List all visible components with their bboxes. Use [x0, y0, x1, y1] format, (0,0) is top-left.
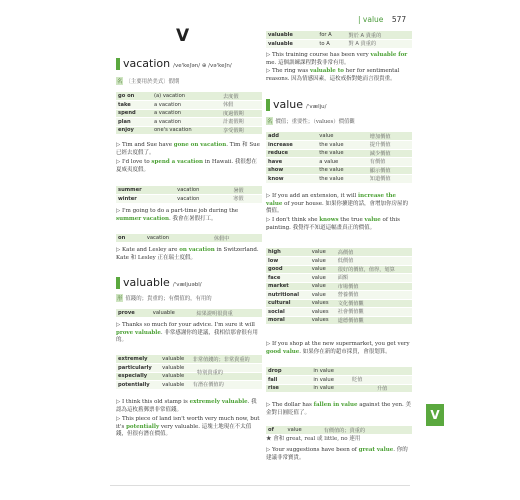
usage-note: ★ 會和 great, real 或 little, no 連用	[266, 436, 361, 442]
headword-text: valuable	[123, 276, 170, 289]
table-row: low value 低價值	[266, 257, 412, 266]
merged-cell-label: 貶值	[352, 377, 363, 383]
table-row: increase the value 提升價值	[266, 141, 412, 150]
table-row: have a value 有價值	[266, 158, 412, 167]
table-row: take a vacation 休假	[116, 101, 262, 110]
table-row: go on (a) vacation 去度假	[116, 92, 262, 101]
table-row: valuable to A 對 A 貴重的	[266, 40, 412, 49]
pos-tag: 名	[267, 119, 273, 125]
example-sentence: ▷ The ring was valuable to her for sentimental reasons. 因為情感因素，這枚戒指對她而言很貴重。	[266, 68, 400, 82]
definition-text: 價值；重要性；（values）價值觀	[275, 119, 355, 125]
pronunciation: /'vælju/	[306, 104, 327, 110]
pronunciation: /'væljuəbl/	[172, 282, 202, 288]
definition	[266, 117, 355, 125]
example-sentence: ▷ I'd love to spend a vacation in Hawaii. 我很想在夏威夷度假。	[116, 159, 257, 173]
header-divider-icon: |	[358, 15, 361, 24]
table-row: know the value 知道價值	[266, 175, 412, 184]
running-head	[358, 15, 406, 24]
collocation-table	[116, 234, 262, 243]
table-row: rise in value 升值	[266, 384, 412, 393]
definition-text: 〔主要用於美式〕假期	[125, 79, 180, 85]
table-row: show the value 顯示價值	[266, 166, 412, 175]
table-row: nutritional value 營養價值	[266, 291, 412, 300]
table-row: good value 很好的價值，值得，划算	[266, 265, 412, 274]
headword-text: value	[273, 98, 304, 111]
table-row: market value 市場價值	[266, 282, 412, 291]
table-row: plan a vacation 計畫假期	[116, 118, 262, 127]
merged-cell-label: 特別貴重的	[197, 370, 223, 376]
table-row: especially valuable	[116, 372, 262, 381]
example-sentence: ▷ I'm going to do a part-time job during the summer vacation. 我會在暑假打工。	[116, 208, 239, 222]
example-sentence: ▷ Tim and Sue have gone on vacation. Tim 和 Sue 已經去度假了。	[116, 142, 260, 156]
example-sentence: ▷ Kate and Lesley are on vacation in Switzerland. Kate 和 Lesley 正在瑞士度假。	[116, 247, 259, 261]
section-letter: V	[176, 26, 190, 46]
pos-tag: 形	[117, 296, 123, 302]
table-row: particularly valuable	[116, 364, 262, 373]
collocation-table	[116, 309, 262, 318]
headword-vacation	[116, 57, 232, 70]
table-row: potentially valuable 有潛在價值的	[116, 381, 262, 390]
table-row: spend a vacation 度過假期	[116, 109, 262, 118]
table-row: valuable for A 對於 A 貴重的	[266, 31, 412, 40]
example-sentence: ▷ The dollar has fallen in value against the yen. 美金對日圓貶值了。	[266, 402, 412, 416]
definition	[116, 77, 179, 85]
example-sentence: ▷ If you shop at the new supermarket, you get very good value. 如果你在新的超市採買，會很划算。	[266, 341, 410, 355]
page-divider	[110, 485, 410, 486]
page-number: 577	[391, 15, 407, 24]
headword-text: vacation	[123, 57, 171, 70]
table-row: fall in value	[266, 376, 412, 385]
example-sentence: ▷ This training course has been very valuable for me. 這個訓練課程對我非常有用。	[266, 52, 408, 66]
definition-text: 值錢的；貴重的；有價值的，有用的	[125, 296, 212, 302]
header-word: value	[362, 15, 384, 24]
collocation-table	[266, 367, 412, 393]
collocation-table	[266, 132, 412, 184]
collocation-table	[266, 248, 412, 325]
table-row: extremely valuable 非常值錢的；非常貴重的	[116, 355, 262, 364]
pos-tag: 名	[117, 79, 123, 85]
collocation-table	[116, 92, 262, 135]
collocation-table	[116, 186, 262, 204]
section-thumb-tab[interactable]: V	[426, 404, 444, 426]
table-row: of value 有價值的；貴重的	[266, 426, 412, 435]
headword-valuable	[116, 276, 202, 289]
table-row: moral values 道德價值觀	[266, 316, 412, 325]
table-row: reduce the value 減少價值	[266, 149, 412, 158]
headword-marker-icon	[116, 58, 120, 70]
pronunciation: /ve'keʃən/ ⊕ /və'keʃn/	[173, 63, 232, 69]
example-sentence: ▷ Thanks so much for your advice. I'm sure it will prove valuable. 非常感謝你的建議，我相信那會很有用的。	[116, 322, 258, 344]
collocation-table	[116, 355, 262, 390]
example-sentence: ▷ I think this old stamp is extremely valuable. 我認為這枚舊郵票非常值錢。	[116, 399, 257, 413]
table-row: add value 增加價值	[266, 132, 412, 141]
definition	[116, 294, 212, 302]
headword-marker-icon	[266, 99, 270, 111]
table-row: winter vacation 寒假	[116, 195, 262, 204]
table-row: summer vacation 暑假	[116, 186, 262, 195]
table-row: high value 高價值	[266, 248, 412, 257]
headword-marker-icon	[116, 277, 120, 289]
collocation-table	[266, 426, 412, 435]
example-sentence: ▷ If you add an extension, it will increase the value of your house. 如果你擴建的話，會增加你房屋的價值。	[266, 193, 409, 215]
table-row: cultural values 文化價值觀	[266, 299, 412, 308]
table-row: social values 社會價值觀	[266, 308, 412, 317]
table-row: prove valuable 結果證明很貴重	[116, 309, 262, 318]
table-row: enjoy one's vacation 享受假期	[116, 126, 262, 135]
example-sentence: ▷ I don't think she knows the true value of this painting. 我覺得不知道這幅畫真正的價值。	[266, 217, 400, 231]
headword-value	[266, 98, 326, 111]
table-row: drop in value	[266, 367, 412, 376]
example-sentence: ▷ Your suggestions have been of great value. 你的建議非常寶貴。	[266, 447, 408, 461]
table-row: face value 面額	[266, 274, 412, 283]
example-sentence: ▷ This piece of land isn't worth very much now, but it's potentially very valuable. 這塊土地現在不太值錢，但很有潛在價值。	[116, 416, 260, 438]
collocation-table	[266, 31, 412, 49]
table-row: on vacation 休假中	[116, 234, 262, 243]
